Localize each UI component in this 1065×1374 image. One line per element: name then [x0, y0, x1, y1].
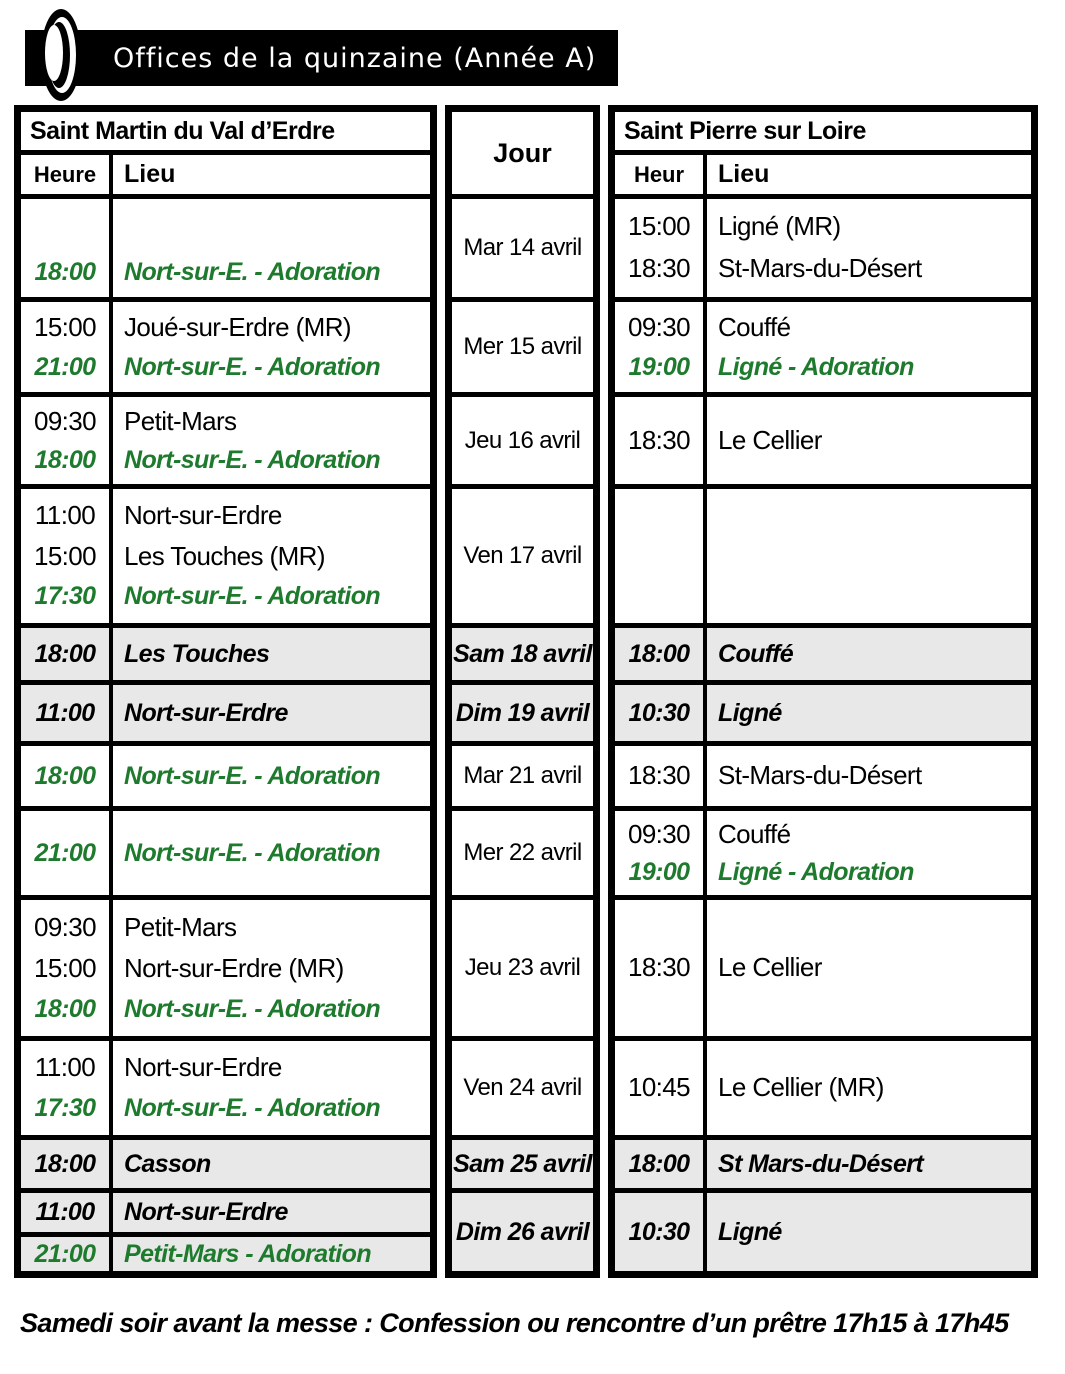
place-value: Ligné [718, 1217, 782, 1246]
place-value: Ligné (MR) [718, 211, 841, 242]
place-value: St-Mars-du-Désert [718, 760, 922, 791]
time-column [615, 900, 707, 1036]
place-value: Nort-sur-E. - Adoration [124, 1094, 381, 1123]
schedule-row-right [615, 484, 1031, 623]
time-value: 18:00 [34, 257, 96, 286]
time-value: 10:30 [628, 698, 690, 727]
footer-note: Samedi soir avant la messe : Confession ou rencontre d’un prêtre 17h15 à 17h45 [20, 1308, 1009, 1338]
place-value: Les Touches [124, 639, 270, 668]
time-column [615, 302, 707, 392]
schedule-row-right [615, 623, 1031, 680]
time-column [615, 397, 707, 484]
day-label: Mar 21 avril [463, 762, 582, 789]
left-rows-container [21, 194, 430, 1271]
time-column [615, 628, 707, 680]
schedule-row-right [615, 741, 1031, 806]
place-column [113, 199, 430, 297]
schedule-table [14, 105, 1065, 1278]
place-column [113, 900, 430, 1036]
title-banner [25, 28, 1065, 88]
schedule-row-left [21, 741, 430, 806]
place-value: Petit-Mars [124, 911, 237, 942]
place-column [707, 199, 1031, 297]
place-value: Casson [124, 1149, 211, 1178]
time-value: 11:00 [34, 1052, 96, 1083]
place-value: Couffé [718, 312, 791, 343]
place-value: Petit-Mars - Adoration [124, 1239, 371, 1268]
time-value: 15:00 [33, 312, 97, 343]
day-label: Sam 18 avril [453, 639, 592, 668]
place-column [113, 302, 430, 392]
time-value: 17:30 [34, 582, 96, 611]
jour-rows-container [452, 194, 593, 1271]
time-value: 11:00 [34, 500, 96, 531]
right-lieu-header: Lieu [718, 160, 770, 188]
schedule-subrow [21, 1232, 430, 1271]
schedule-row-left [21, 392, 430, 484]
day-cell [452, 680, 593, 741]
left-subheader [21, 155, 430, 194]
place-column [707, 489, 1031, 623]
day-label: Mer 15 avril [463, 333, 582, 360]
time-column [615, 489, 707, 623]
day-cell [452, 297, 593, 392]
time-value: 18:30 [627, 760, 691, 791]
day-cell [452, 623, 593, 680]
day-label: Jeu 16 avril [464, 426, 581, 454]
place-value: Nort-sur-E. - Adoration [124, 445, 381, 474]
time-column [21, 1237, 113, 1271]
time-value: 18:00 [34, 761, 96, 790]
schedule-row-left [21, 194, 430, 297]
place-value: Joué-sur-Erdre (MR) [124, 312, 351, 343]
right-heur-header: Heur [615, 155, 707, 194]
schedule-row-left [21, 806, 430, 895]
schedule-subrow [21, 1193, 430, 1232]
place-value: Nort-sur-E. - Adoration [124, 761, 381, 790]
time-value: 18:00 [628, 1149, 690, 1178]
time-column [21, 397, 113, 484]
schedule-row-left [21, 484, 430, 623]
schedule-row-left [21, 623, 430, 680]
place-value: Le Cellier [718, 952, 822, 983]
left-lieu-header: Lieu [124, 160, 176, 188]
time-column [21, 489, 113, 623]
time-column [21, 1193, 113, 1232]
place-value: Le Cellier (MR) [718, 1072, 884, 1103]
place-column [707, 685, 1031, 741]
schedule-row-right [615, 1135, 1031, 1188]
place-value: Nort-sur-E. - Adoration [124, 257, 381, 286]
day-cell [452, 392, 593, 484]
place-column [707, 397, 1031, 484]
time-value: 09:30 [627, 819, 691, 850]
left-heure-header: Heure [21, 155, 113, 194]
day-label: Sam 25 avril [453, 1149, 592, 1178]
place-value: Nort-sur-E. - Adoration [124, 838, 381, 867]
place-value: Petit-Mars [124, 406, 237, 437]
place-value: Couffé [718, 639, 794, 668]
time-value: 18:00 [34, 994, 96, 1023]
time-value: 21:00 [34, 1239, 96, 1268]
place-value: Couffé [718, 819, 791, 850]
banner-bar [25, 30, 618, 86]
time-column [21, 628, 113, 680]
time-value: 18:00 [34, 639, 96, 668]
time-value: 18:30 [627, 952, 691, 983]
place-value: St-Mars-du-Désert [718, 253, 922, 284]
time-column [21, 685, 113, 741]
day-label: Ven 17 avril [463, 542, 582, 569]
time-column [21, 1041, 113, 1135]
day-cell [452, 895, 593, 1036]
left-parish-title: Saint Martin du Val d’Erdre [21, 112, 430, 155]
schedule-row-left [21, 1188, 430, 1271]
page-title: Offices de la quinzaine (Année A) [113, 42, 597, 74]
time-value: 09:30 [33, 406, 97, 437]
time-value: 15:00 [33, 540, 97, 571]
place-value: Nort-sur-Erdre [124, 1198, 288, 1227]
place-value: Nort-sur-E. - Adoration [124, 994, 381, 1023]
right-parish-title: Saint Pierre sur Loire [615, 112, 1031, 155]
crescent-host-icon [39, 6, 83, 104]
place-column [113, 1193, 430, 1232]
page [0, 28, 1065, 1339]
day-label: Dim 26 avril [455, 1217, 590, 1246]
time-value: 17:30 [34, 1094, 96, 1123]
schedule-row-right [615, 680, 1031, 741]
time-column [615, 1140, 707, 1188]
place-column [707, 628, 1031, 680]
place-column [113, 1140, 430, 1188]
place-column [707, 1140, 1031, 1188]
place-column [113, 628, 430, 680]
schedule-row-right [615, 392, 1031, 484]
place-column [707, 1193, 1031, 1271]
place-column [707, 746, 1031, 806]
schedule-row-left [21, 680, 430, 741]
jour-header: Jour [493, 137, 552, 168]
time-value: 21:00 [34, 838, 96, 867]
place-column [707, 302, 1031, 392]
place-value: Ligné - Adoration [718, 352, 914, 381]
place-column [113, 1041, 430, 1135]
day-cell [452, 1036, 593, 1135]
right-parish-block [608, 105, 1038, 1278]
day-cell [452, 1135, 593, 1188]
place-value: Les Touches (MR) [124, 540, 325, 571]
place-value: Nort-sur-Erdre [124, 500, 282, 531]
place-value: Nort-sur-Erdre [124, 1052, 282, 1083]
time-column [615, 199, 707, 297]
place-column [113, 489, 430, 623]
schedule-row-right [615, 194, 1031, 297]
day-cell [452, 484, 593, 623]
place-value: Nort-sur-E. - Adoration [124, 582, 381, 611]
day-cell [452, 1188, 593, 1271]
schedule-row-left [21, 1135, 430, 1188]
time-column [615, 1041, 707, 1135]
day-label: Dim 19 avril [455, 698, 590, 727]
place-value: Nort-sur-Erdre (MR) [124, 952, 344, 983]
time-value: 10:30 [628, 1217, 690, 1246]
time-column [21, 199, 113, 297]
place-column [113, 746, 430, 806]
time-column [21, 900, 113, 1036]
schedule-row-right [615, 297, 1031, 392]
right-rows-container [615, 194, 1031, 1271]
day-cell [452, 194, 593, 297]
time-value: 19:00 [628, 857, 690, 886]
time-value: 18:00 [34, 1149, 96, 1178]
place-value: Le Cellier [718, 424, 822, 455]
time-column [615, 685, 707, 741]
time-value: 18:30 [627, 424, 691, 455]
time-column [615, 1193, 707, 1271]
day-label: Mer 22 avril [463, 839, 582, 866]
schedule-row-left [21, 1036, 430, 1135]
time-value: 11:00 [35, 1198, 95, 1227]
day-cell [452, 741, 593, 806]
time-column [21, 811, 113, 895]
day-label: Jeu 23 avril [464, 954, 581, 981]
time-column [21, 746, 113, 806]
schedule-row-right [615, 1036, 1031, 1135]
time-value: 18:00 [34, 445, 96, 474]
place-column [707, 1041, 1031, 1135]
time-column [615, 746, 707, 806]
time-value: 18:00 [628, 639, 690, 668]
time-value: 15:00 [627, 211, 691, 242]
place-value: Ligné - Adoration [718, 857, 914, 886]
day-cell [452, 806, 593, 895]
time-column [21, 302, 113, 392]
place-value: St Mars-du-Désert [718, 1149, 924, 1178]
place-value: Nort-sur-E. - Adoration [124, 352, 381, 381]
time-value: 21:00 [34, 352, 96, 381]
place-value: Nort-sur-Erdre [124, 698, 288, 727]
time-value: 15:00 [33, 952, 97, 983]
place-value: Ligné [718, 698, 782, 727]
place-column [113, 1237, 430, 1271]
schedule-row-left [21, 895, 430, 1036]
place-column [113, 397, 430, 484]
left-parish-block [14, 105, 437, 1278]
time-value: 18:30 [627, 253, 691, 284]
day-label: Mar 14 avril [463, 234, 582, 261]
time-value: 19:00 [628, 352, 690, 381]
time-value: 11:00 [35, 698, 95, 727]
time-column [21, 1140, 113, 1188]
schedule-row-right [615, 806, 1031, 895]
right-subheader [615, 155, 1031, 194]
place-column [113, 811, 430, 895]
place-column [707, 811, 1031, 895]
schedule-row-right [615, 895, 1031, 1036]
time-value: 09:30 [33, 911, 97, 942]
place-column [707, 900, 1031, 1036]
time-value: 09:30 [627, 312, 691, 343]
jour-block [445, 105, 600, 1278]
time-column [615, 811, 707, 895]
schedule-row-right [615, 1188, 1031, 1271]
time-value: 10:45 [627, 1072, 691, 1103]
day-label: Ven 24 avril [463, 1074, 582, 1101]
place-column [113, 685, 430, 741]
schedule-row-left [21, 297, 430, 392]
